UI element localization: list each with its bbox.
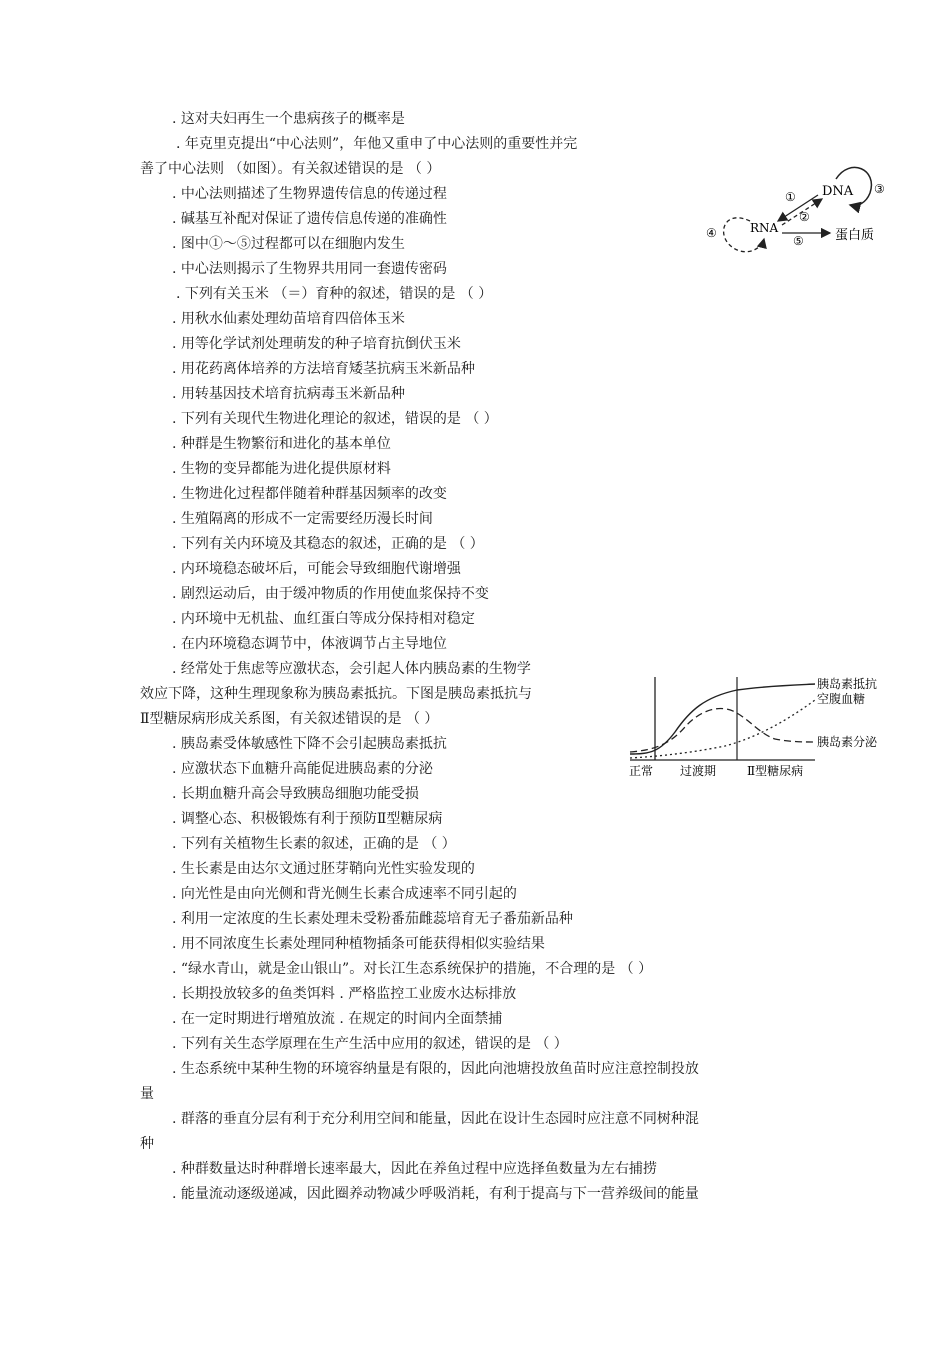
insulin-resistance-curve bbox=[630, 684, 815, 754]
text-line: . 能量流动逐级递减，因此圈养动物减少呼吸消耗，有利于提高与下一营养级间的能量 bbox=[172, 1186, 699, 1202]
text-line: . 生态系统中某种生物的环境容纳量是有限的，因此向池塘投放鱼苗时应注意控制投放 bbox=[172, 1061, 699, 1077]
text-line: . 下列有关植物生长素的叙述，正确的是 （ ） bbox=[172, 836, 456, 852]
text-line: . 长期血糖升高会导致胰岛细胞功能受损 bbox=[172, 786, 419, 802]
text-line: . 长期投放较多的鱼类饵料 . 严格监控工业废水达标排放 bbox=[172, 986, 517, 1002]
text-line: . 经常处于焦虑等应激状态，会引起人体内胰岛素的生物学 bbox=[172, 661, 531, 677]
text-line: . 种群数量达时种群增长速率最大，因此在养鱼过程中应选择鱼数量为左右捕捞 bbox=[172, 1161, 657, 1177]
text-line: . 年克里克提出“中心法则”，年他又重申了中心法则的重要性并完 bbox=[176, 136, 578, 152]
stage-transition-label: 过渡期 bbox=[680, 764, 717, 778]
step-4-label: ④ bbox=[706, 226, 717, 240]
text-line: . 在内环境稳态调节中，体液调节占主导地位 bbox=[172, 636, 447, 652]
text-line: . 下列有关生态学原理在生产生活中应用的叙述，错误的是 （ ） bbox=[172, 1036, 568, 1052]
text-line: . 用秋水仙素处理幼苗培育四倍体玉米 bbox=[172, 311, 405, 327]
label-insulin-secretion: 胰岛素分泌 bbox=[817, 735, 878, 749]
text-line: . 内环境稳态破坏后，可能会导致细胞代谢增强 bbox=[172, 561, 461, 577]
text-line: . 用转基因技术培育抗病毒玉米新品种 bbox=[172, 386, 405, 402]
text-line: . 利用一定浓度的生长素处理未受粉番茄雌蕊培育无子番茄新品种 bbox=[172, 911, 573, 927]
stage-normal-label: 正常 bbox=[629, 764, 654, 778]
protein-label: 蛋白质 bbox=[835, 228, 875, 243]
text-line: . 向光性是由向光侧和背光侧生长素合成速率不同引起的 bbox=[172, 886, 517, 902]
step-2-label: ② bbox=[799, 210, 810, 224]
text-line: . 生殖隔离的形成不一定需要经历漫长时间 bbox=[172, 511, 433, 527]
text-line: 量 bbox=[140, 1086, 154, 1102]
text-line: . 下列有关玉米 （＝）育种的叙述，错误的是 （ ） bbox=[176, 286, 493, 302]
stage-diabetes-label: Ⅱ型糖尿病 bbox=[747, 764, 804, 778]
text-line: . 剧烈运动后，由于缓冲物质的作用使血浆保持不变 bbox=[172, 586, 489, 602]
text-line: Ⅱ型糖尿病形成关系图，有关叙述错误的是 （ ） bbox=[140, 711, 439, 727]
text-line: . 用不同浓度生长素处理同种植物插条可能获得相似实验结果 bbox=[172, 936, 545, 952]
step-1-label: ① bbox=[785, 190, 796, 204]
text-line: 种 bbox=[140, 1136, 154, 1152]
text-line: . 这对夫妇再生一个患病孩子的概率是 bbox=[172, 111, 405, 127]
text-line: . 下列有关内环境及其稳态的叙述，正确的是 （ ） bbox=[172, 536, 484, 552]
text-line: . 生物进化过程都伴随着种群基因频率的改变 bbox=[172, 486, 447, 502]
text-line: 善了中心法则 （如图）。有关叙述错误的是 （ ） bbox=[140, 161, 441, 177]
text-line: . 调整心态、积极锻炼有利于预防Ⅱ型糖尿病 bbox=[172, 811, 443, 827]
text-line: . “绿水青山，就是金山银山”。对长江生态系统保护的措施，不合理的是 （ ） bbox=[172, 961, 653, 977]
text-line: . 用花药离体培养的方法培育矮茎抗病玉米新品种 bbox=[172, 361, 475, 377]
central-dogma-diagram bbox=[700, 155, 900, 255]
text-line: . 应激状态下血糖升高能促进胰岛素的分泌 bbox=[172, 761, 433, 777]
transcription-arrow bbox=[778, 195, 818, 221]
insulin-resistance-graph bbox=[625, 672, 890, 782]
label-fasting-glucose: 空腹血糖 bbox=[817, 692, 866, 706]
insulin-secretion-curve bbox=[630, 708, 815, 752]
label-insulin-resistance: 胰岛素抵抗 bbox=[817, 677, 878, 691]
text-line: . 下列有关现代生物进化理论的叙述，错误的是 （ ） bbox=[172, 411, 498, 427]
step-5-label: ⑤ bbox=[793, 234, 804, 248]
text-line: . 种群是生物繁衍和进化的基本单位 bbox=[172, 436, 391, 452]
text-line: . 中心法则揭示了生物界共用同一套遗传密码 bbox=[172, 261, 447, 277]
text-line: . 群落的垂直分层有利于充分利用空间和能量，因此在设计生态园时应注意不同树种混 bbox=[172, 1111, 699, 1127]
dna-label: DNA bbox=[822, 184, 854, 199]
text-line: . 内环境中无机盐、血红蛋白等成分保持相对稳定 bbox=[172, 611, 475, 627]
text-line: . 用等化学试剂处理萌发的种子培育抗倒伏玉米 bbox=[172, 336, 461, 352]
text-line: . 碱基互补配对保证了遗传信息传递的准确性 bbox=[172, 211, 447, 227]
rna-label: RNA bbox=[750, 221, 779, 235]
text-line: . 生长素是由达尔文通过胚芽鞘向光性实验发现的 bbox=[172, 861, 475, 877]
text-line: . 图中①～⑤过程都可以在细胞内发生 bbox=[172, 236, 405, 252]
text-line: . 在一定时期进行增殖放流 . 在规定的时间内全面禁捕 bbox=[172, 1011, 503, 1027]
text-line: . 中心法则描述了生物界遗传信息的传递过程 bbox=[172, 186, 447, 202]
text-line: . 胰岛素受体敏感性下降不会引起胰岛素抵抗 bbox=[172, 736, 447, 752]
step-3-label: ③ bbox=[874, 182, 885, 196]
text-line: . 生物的变异都能为进化提供原材料 bbox=[172, 461, 391, 477]
text-line: 效应下降，这种生理现象称为胰岛素抵抗。下图是胰岛素抵抗与 bbox=[140, 686, 532, 702]
